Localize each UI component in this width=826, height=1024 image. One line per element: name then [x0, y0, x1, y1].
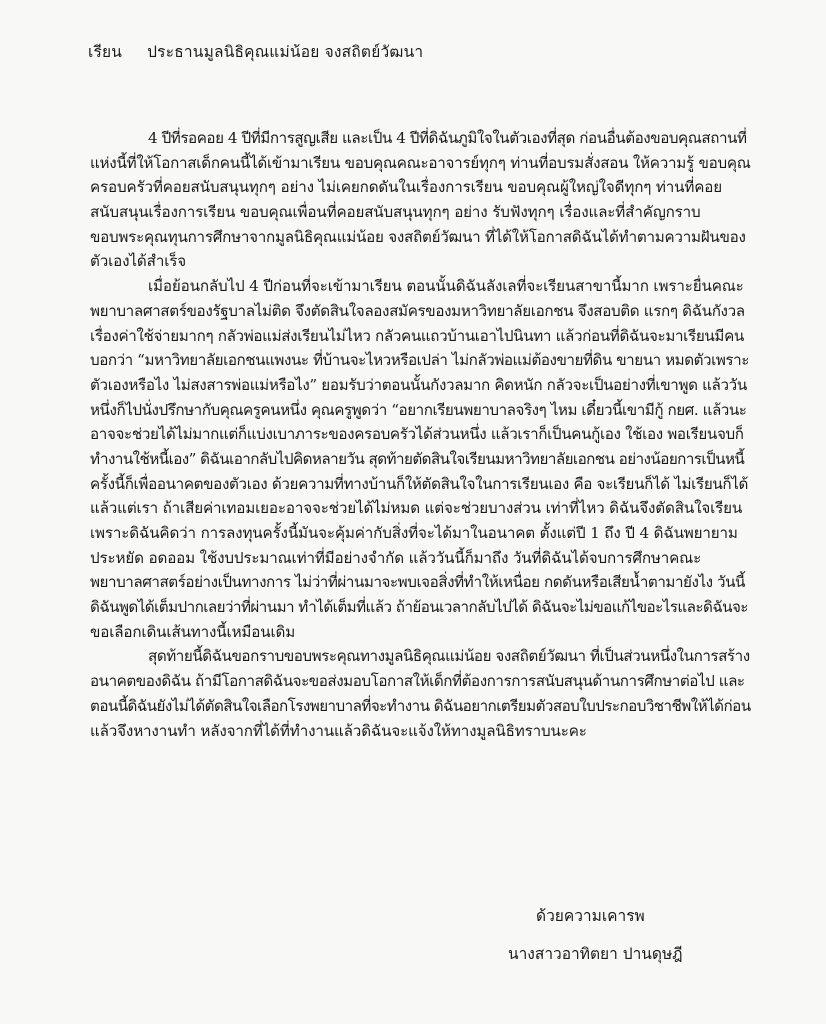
body-line: ดิฉันพูดได้เต็มปากเลยว่าที่ผ่านมา ทำได้เต็มที่แล้ว ถ้าย้อนเวลากลับไปได้ ดิฉันจะไม่ขอแก้ไขอะไรและดิฉันจะ	[90, 598, 748, 617]
body-line: ครั้งนี้ก็เพื่ออนาคตของตัวเอง ด้วยความที่ทางบ้านก็ให้ตัดสินใจในการเรียนเอง คือ จะเรียนก็ได้ ไม่เรียนก็ได้	[90, 474, 749, 493]
closing: ด้วยความเคารพ	[536, 907, 645, 925]
salutation-label: เรียน	[88, 43, 123, 61]
signature-name: นางสาวอาทิตยา ปานดุษฎี	[508, 945, 683, 963]
body-line: เรื่องค่าใช้จ่ายมากๆ กลัวพ่อแม่ส่งเรียนไม่ไหว กลัวคนแถวบ้านเอาไปนินทา แล้วก่อนที่ดิฉันจะมาเรียนมีคน	[90, 326, 744, 345]
body-line: เมื่อย้อนกลับไป 4 ปีก่อนที่จะเข้ามาเรียน ตอนนั้นดิฉันลังเลที่จะเรียนสาขานี้มาก เพราะยื่นคณะ	[148, 277, 744, 296]
salutation	[88, 39, 423, 64]
body-line: พยาบาลศาสตร์ของรัฐบาลไม่ติด จึงตัดสินใจลองสมัครของมหาวิทยาลัยเอกชน จึงสอบติด แรกๆ ดิฉันกังวล	[90, 301, 745, 320]
body-line: ขอเลือกเดินเส้นทางนี้เหมือนเดิม	[90, 622, 296, 641]
body-line: ครอบครัวที่คอยสนับสนุนทุกๆ อย่าง ไม่เคยกดดันในเรื่องการเรียน ขอบคุณผู้ใหญ่ใจดีทุกๆ ท่านที่คอย	[90, 178, 722, 197]
body-line: 4 ปีที่รอคอย 4 ปีที่มีการสูญเสีย และเป็น 4 ปีที่ดิฉันภูมิใจในตัวเองที่สุด ก่อนอื่นต้องขอบคุณสถานที่	[148, 129, 747, 147]
body-line: สนับสนุนเรื่องการเรียน ขอบคุณเพื่อนที่คอยสนับสนุนทุกๆ อย่าง รับฟังทุกๆ เรื่องและที่สำคัญกราบ	[90, 203, 701, 222]
body-line: เพราะดิฉันคิดว่า การลงทุนครั้งนี้มันจะคุ้มค่ากับสิ่งที่จะได้มาในอนาคต ตั้งแต่ปี 1 ถึง ปี 4 ดิฉันพยายาม	[90, 524, 738, 542]
body-line: ตัวเองหรือไง ไม่สงสารพ่อแม่หรือไง” ยอมรับว่าตอนนั้นกังวลมาก คิดหนัก กลัวจะเป็นอย่างที่เขาพูด แล้ววัน	[90, 375, 747, 394]
body-line: ทำงานใช้หนี้เอง” ดิฉันเอากลับไปคิดหลายวัน สุดท้ายตัดสินใจเรียนมหาวิทยาลัยเอกชน อย่างน้อยการเป็นหนี้	[90, 449, 745, 468]
body-line: อาจจะช่วยได้ไม่มากแต่ก็แบ่งเบาภาระของครอบครัวได้ส่วนหนึ่ง แล้วเราก็เป็นคนกู้เอง ใช้เอง พอเรียนจบก็	[90, 425, 744, 444]
salutation-recipient: ประธานมูลนิธิคุณแม่น้อย จงสถิตย์วัฒนา	[147, 43, 424, 61]
body-line: บอกว่า “มหาวิทยาลัยเอกชนแพงนะ ที่บ้านจะไหวหรือเปล่า ไม่กลัวพ่อแม่ต้องขายที่ดิน ขายนา หมดตัวเพราะ	[90, 351, 749, 370]
body-line: ประหยัด อดออม ใช้งบประมาณเท่าที่มีอย่างจำกัด แล้ววันนี้ก็มาถึง วันที่ดิฉันได้จบการศึกษาคณะ	[90, 548, 702, 567]
body-line: หนึ่งก็ไปนั่งปรึกษากับคุณครูคนหนึ่ง คุณครูพูดว่า “อยากเรียนพยาบาลจริงๆ ไหม เดี๋ยวนี้เขามีกู้ กยศ. แล้วนะ	[90, 400, 747, 419]
body-line: อนาคตของดิฉัน ถ้ามีโอกาสดิฉันจะขอส่งมอบโอกาสให้เด็กที่ต้องการการสนับสนุนด้านการศึกษาต่อไป และ	[90, 672, 745, 691]
body-line: ขอบพระคุณทุนการศึกษาจากมูลนิธิคุณแม่น้อย จงสถิตย์วัฒนา ที่ได้ให้โอกาสดิฉันได้ทำตามความฝันของ	[90, 227, 746, 246]
body-line: ตัวเองได้สำเร็จ	[90, 252, 187, 271]
letter-body	[90, 126, 750, 743]
body-line: แล้วแต่เรา ถ้าเสียค่าเทอมเยอะอาจจะช่วยได้ไม่หมด แต่จะช่วยบางส่วน เท่าที่ไหว ดิฉันจึงตัดสินใจเรียน	[90, 499, 743, 518]
body-line: แล้วจึงหางานทำ หลังจากที่ได้ที่ทำงานแล้วดิฉันจะแจ้งให้ทางมูลนิธิทราบนะคะ	[90, 721, 587, 740]
body-line: สุดท้ายนี้ดิฉันขอกราบขอบพระคุณทางมูลนิธิคุณแม่น้อย จงสถิตย์วัฒนา ที่เป็นส่วนหนึ่งในการสร้าง	[148, 647, 750, 666]
body-line: แห่งนี้ที่ให้โอกาสเด็กคนนี้ได้เข้ามาเรียน ขอบคุณคณะอาจารย์ทุกๆ ท่านที่อบรมสั่งสอน ให้ความรู้ ขอบคุณ	[90, 153, 751, 172]
body-line: ตอนนี้ดิฉันยังไม่ได้ตัดสินใจเลือกโรงพยาบาลที่จะทำงาน ดิฉันอยากเตรียมตัวสอบใบประกอบวิชาชีพให้ได้ก่อน	[90, 696, 751, 715]
body-line: พยาบาลศาสตร์อย่างเป็นทางการ ไม่ว่าที่ผ่านมาจะพบเจอสิ่งที่ทำให้เหนื่อย กดดันหรือเสียน้ำตามายังไง วันนี้	[90, 573, 745, 592]
